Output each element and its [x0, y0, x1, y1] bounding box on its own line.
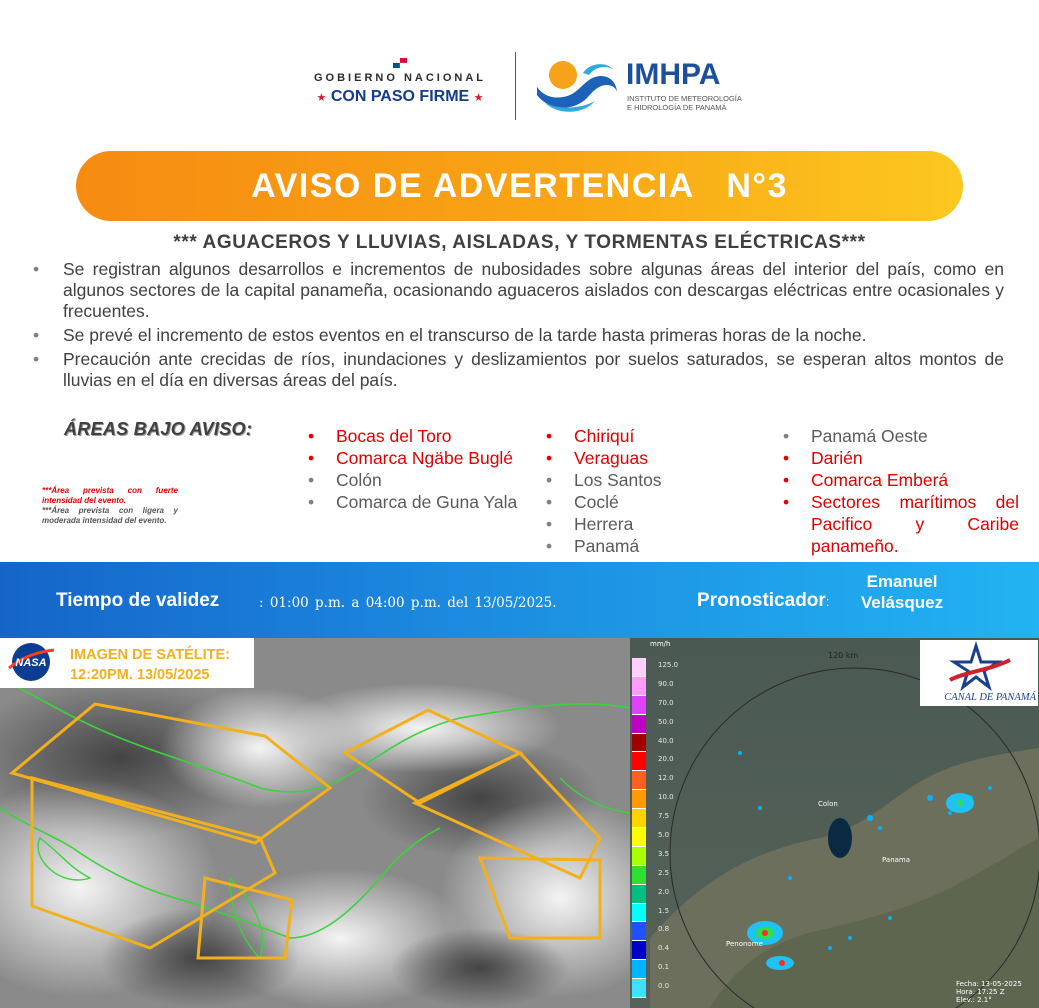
radar-scale-label: 90.0: [658, 679, 674, 688]
svg-text:NASA: NASA: [15, 657, 47, 669]
radar-unit: mm/h: [650, 640, 671, 648]
radar-scale-label: 0.8: [658, 925, 670, 934]
validity-time: : 01:00 p.m. a 04:00 p.m. del 13/05/2025.: [259, 595, 557, 611]
areas-label: ÁREAS BAJO AVISO:: [64, 419, 253, 439]
radar-scale-swatch: [632, 922, 646, 940]
list-item: • Se registran algunos desarrollos e incrementos de nubosidades sobre algunas áreas del interior del país, como en algunos sectores de la capital panameña, ocasionando aguaceros aislados con descargas eléctricas entre ocasionales y frecuentes.: [33, 259, 1004, 322]
radar-scale-swatch: [632, 960, 646, 978]
radar-timestamp: Fecha: 13-05-2025 Hora: 17:25 Z Elev.: 2.1°: [956, 980, 1022, 1004]
radar-scale-label: 10.0: [658, 793, 674, 802]
area-item-high: • Comarca Ngäbe Buglé: [308, 447, 544, 469]
imhpa-subtitle: INSTITUTO DE METEOROLOGÍA E HIDROLOGÍA DE PANAMÁ: [627, 94, 742, 112]
radar-scale-label: 40.0: [658, 736, 674, 745]
area-item-moderate: • Panamá: [546, 535, 696, 557]
radar-range-label: 120 km: [828, 651, 859, 660]
radar-scale-swatch: [632, 847, 646, 865]
imhpa-logo-icon: [533, 55, 621, 117]
radar-scale-swatch: [632, 771, 646, 789]
radar-scale-swatch: [632, 715, 646, 733]
gov-line2: ★ CON PASO FIRME ★: [316, 88, 484, 105]
imhpa-name: IMHPA: [626, 58, 721, 91]
star-icon: ★: [473, 92, 484, 104]
radar-scale-label: 7.5: [658, 812, 670, 821]
radar-scale-label: 12.0: [658, 774, 674, 783]
gov-line1: GOBIERNO NACIONAL: [314, 72, 486, 84]
nasa-logo-icon: [4, 642, 58, 682]
forecaster-name: Emanuel Velásquez: [860, 572, 944, 612]
areas-column-1: [308, 425, 544, 513]
radar-scale-swatch: [632, 752, 646, 770]
warning-title: AVISO DE ADVERTENCIA N°3: [251, 166, 788, 205]
canal-logo-text: CANAL DE PANAMÁ: [944, 692, 1036, 703]
area-item-moderate: • Colón: [308, 469, 544, 491]
radar-scale-label: 2.5: [658, 868, 670, 877]
areas-column-3: [783, 425, 1019, 557]
radar-place-panama: Panama: [882, 856, 911, 864]
areas-column-2: [546, 425, 696, 557]
area-item-high: • Darién: [783, 447, 1019, 469]
radar-place-colon: Colon: [818, 800, 838, 808]
radar-scale-swatch: [632, 809, 646, 827]
legend-moderate: ***Área prevista con ligera y moderada intensidad del evento.: [42, 506, 178, 525]
severity-legend: [42, 486, 178, 526]
radar-scale-swatch: [632, 866, 646, 884]
list-item: • Se prevé el incremento de estos eventos en el transcurso de la tarde hasta primeras horas de la noche.: [33, 325, 1004, 346]
radar-scale-swatch: [632, 979, 646, 997]
radar-scale-label: 50.0: [658, 717, 674, 726]
radar-scale-swatch: [632, 885, 646, 903]
radar-scale-swatch: [632, 734, 646, 752]
area-item-high: • Chiriquí: [546, 425, 696, 447]
radar-scale-swatch: [632, 677, 646, 695]
area-item-moderate: • Herrera: [546, 513, 696, 535]
area-item-moderate: • Comarca de Guna Yala: [308, 491, 544, 513]
header-divider: [515, 52, 516, 120]
radar-scale-label: 5.0: [658, 831, 670, 839]
radar-scale-swatch: [632, 790, 646, 808]
radar-scale-label: 2.0: [658, 887, 670, 896]
radar-scale-label: 0.4: [658, 944, 670, 953]
radar-scale-label: 125.0: [658, 661, 679, 669]
radar-scale-label: 20.0: [658, 755, 674, 764]
panama-flag-icon: [393, 58, 407, 68]
radar-scale-swatch: [632, 828, 646, 846]
radar-place-penonome: Penonome: [726, 940, 763, 948]
area-item-high: • Sectores marítimos del Pacifico y Caribe panameño.: [783, 491, 1019, 557]
forecaster-label: Pronosticador:: [697, 590, 830, 611]
radar-scale-swatch: [632, 658, 646, 676]
validity-label: Tiempo de validez: [56, 590, 220, 611]
radar-color-scale: [632, 658, 646, 998]
star-icon: ★: [316, 92, 327, 104]
canal-de-panama-logo: [920, 640, 1038, 706]
radar-scale-label: 0.1: [658, 963, 670, 972]
warning-subtitle: *** AGUACEROS Y LLUVIAS, AISLADAS, Y TORMENTAS ELÉCTRICAS***: [173, 232, 866, 253]
list-item: • Precaución ante crecidas de ríos, inundaciones y deslizamientos por suelos saturados, se esperan altos montos de lluvias en el día en diversas áreas del país.: [33, 349, 1004, 391]
area-item-high: • Veraguas: [546, 447, 696, 469]
radar-scale-swatch: [632, 696, 646, 714]
radar-scale-swatch: [632, 941, 646, 959]
satellite-image: [0, 638, 630, 1008]
warning-description-list: [33, 259, 1004, 394]
gobierno-nacional-logo: [300, 58, 500, 118]
legend-high: ***Área prevista con fuerte intensidad del evento.: [42, 486, 178, 505]
radar-scale-label: 3.5: [658, 849, 670, 858]
satellite-title: IMAGEN DE SATÉLITE: 12:20PM. 13/05/2025: [70, 647, 231, 683]
radar-scale-label: 1.5: [658, 906, 670, 915]
warning-title-banner: [76, 151, 963, 221]
area-item-moderate: • Los Santos: [546, 469, 696, 491]
area-item-moderate: • Coclé: [546, 491, 696, 513]
radar-scale-label: 0.0: [658, 982, 670, 991]
area-item-high: • Bocas del Toro: [308, 425, 544, 447]
area-item-high: • Comarca Emberá: [783, 469, 1019, 491]
area-item-moderate: • Panamá Oeste: [783, 425, 1019, 447]
radar-scale-swatch: [632, 904, 646, 922]
radar-scale-label: 70.0: [658, 698, 674, 707]
